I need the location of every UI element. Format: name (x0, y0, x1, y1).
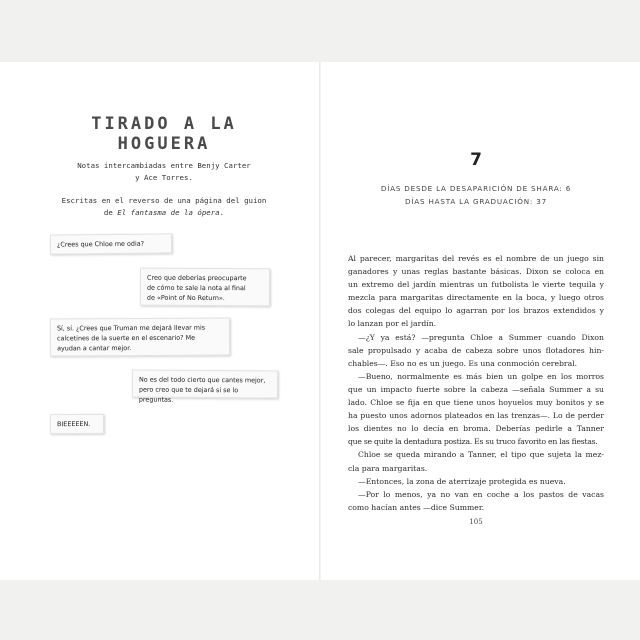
note-script-play-title: El fantasma de la ópera (117, 208, 220, 217)
note-intro-line-1: Notas intercambiadas entre Benjy Carter (77, 161, 251, 170)
note-intro-line-2: y Ace Torres. (135, 173, 193, 182)
days-since-disappearance: DÍAS DESDE LA DESAPARICIÓN DE SHARA: 6 (380, 184, 572, 193)
body-line: los dientes no lo decía en broma. Deberías pedirle a Tanner (348, 424, 604, 434)
note-script-line-1: Escritas en el reverso de una página del guion (61, 196, 267, 205)
note-strip-3-line-3: ayudan a cantar mejor. (57, 344, 132, 353)
chapter-number: 7 (470, 150, 482, 170)
book-gutter (319, 62, 321, 580)
body-line: que se quite la dentadura postiza. Es su truco favorito en las fiestas. (348, 437, 598, 447)
days-until-graduation: DÍAS HASTA LA GRADUACIÓN: 37 (405, 197, 547, 206)
body-line: ganadores y unas reglas bastante básicas. Dixon se coloca en (348, 267, 604, 277)
page-number: 105 (469, 518, 483, 526)
note-strip-5 (50, 414, 104, 434)
body-line: lado. Chloe se fija en que tiene unos hoyuelos muy bonitos y se (348, 398, 604, 408)
note-strip-2-line-1: Creo que deberías preocuparte (147, 273, 247, 283)
body-line: como hacían antes —dice Summer. (348, 502, 485, 512)
body-line: que un impacto fuerte sobre la cabeza —señala Summer a su (348, 384, 604, 394)
body-line: —¿Y ya está? —pregunta Chloe a Summer cuando Dixon (358, 332, 604, 342)
note-script-prefix: de (103, 208, 118, 217)
note-strip-4-line-1: No es del todo cierto que cantes mejor, (139, 375, 266, 385)
note-strip-4 (132, 369, 278, 404)
body-line: un extremo del jardín mientras un futbolista le vierte tequila y (348, 280, 604, 290)
body-line: mezcla para margaritas directamente en la boca, y luego otros (348, 293, 604, 303)
note-intro (52, 160, 276, 184)
note-strip-1 (50, 233, 172, 254)
body-line: sale propulsado y acaba de cabeza sobre unos flotadores hin- (348, 345, 604, 355)
note-strip-4-line-2: pero creo que te dejará si se lo preguntas. (138, 385, 239, 404)
left-page-title: TIRADO A LA HOGUERA (91, 114, 237, 154)
note-strip-3-line-1: Sí, sí. ¿Crees que Truman me dejará llevar mis (56, 323, 206, 333)
body-line: —Entonces, la zona de aterrizaje protegida es nueva. (358, 476, 566, 486)
note-strip-2 (140, 268, 270, 307)
note-strip-2-line-3: de «Point of No Return». (146, 293, 225, 303)
body-line: —Por lo menos, ya no van en coche a los pastos de vacas (358, 489, 604, 499)
body-line: chables—. Eso no es un juego. Es una conmoción cerebral. (348, 358, 578, 368)
note-script-suffix: . (219, 208, 225, 217)
chapter-body-text (348, 252, 604, 514)
body-line: lo lanzan por el jardín. (348, 319, 437, 329)
note-strip-1-line-1: ¿Crees que Chloe me odia? (56, 239, 145, 249)
note-script-line-2 (52, 207, 276, 219)
note-strip-2-line-2: de cómo te sale la nota al final (146, 283, 246, 293)
body-line: dos colegas del equipo lo agarran por los brazos extendidos y (348, 306, 604, 316)
note-script (52, 195, 276, 219)
body-line: Chloe se queda mirando a Tanner, el tipo que sujeta la mez- (358, 450, 604, 460)
body-line: ha puesto unos adornos plateados en las trenzas—. Lo de perder (348, 411, 604, 421)
note-strip-5-line-1: BIEEEEEN. (56, 419, 91, 429)
body-line: Al parecer, margaritas del revés es el nombre de un juego sin (348, 254, 604, 263)
body-line: —Bueno, normalmente es más bien un golpe en los morros (358, 371, 604, 381)
note-strip-3 (50, 318, 230, 357)
body-line: cla para margaritas. (348, 463, 428, 473)
note-strip-3-line-2: calcetines de la suerte en el escenario? Me (56, 333, 196, 343)
